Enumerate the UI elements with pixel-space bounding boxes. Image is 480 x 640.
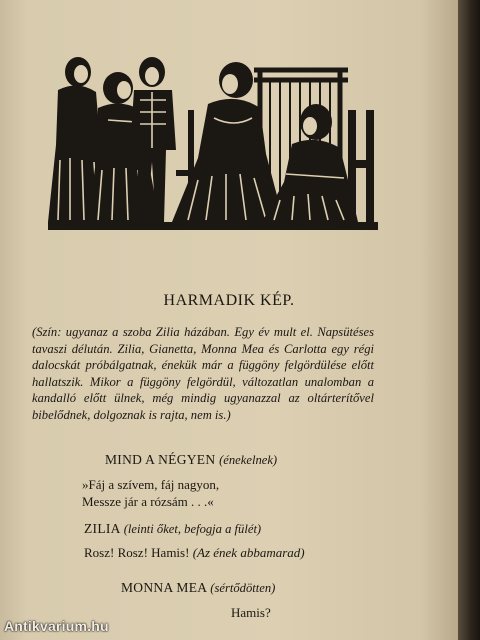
speaker-zilia (84, 521, 261, 537)
zilia-line (84, 545, 305, 561)
watermark-logo: Antikvarium.hu (4, 618, 109, 634)
song-line-1: »Fáj a szívem, fáj nagyon, (82, 477, 220, 492)
speaker-name: ZILIA (84, 521, 120, 536)
speaker-name: MONNA MEA (121, 580, 207, 595)
monna-mea-line: Hamis? (231, 605, 271, 620)
scene-heading: HARMADIK KÉP. (163, 292, 295, 309)
speaker-direction: (sértődötten) (210, 581, 276, 595)
dialogue-direction: (Az ének abbamarad) (192, 545, 305, 560)
speaker-monna-mea (121, 580, 275, 596)
song-line-2: Messze jár a rózsám . . .« (82, 494, 214, 509)
book-spine (458, 0, 480, 640)
dialogue-text: Rosz! Rosz! Hamis! (84, 545, 190, 560)
speaker-direction: (leinti őket, befogja a fülét) (123, 522, 262, 536)
stage-directions: (Szín: ugyanaz a szoba Zilia házában. Egy év mult el. Napsütéses tavaszi délután. Zilia, Gianetta, Monna Mea és Carlotta egy régi dalocskát próbálgatnak, énekük már a függöny felgördülése előtt hallatszik. Mikor a függöny felgördül, változatlan unalomban a kandalló előtt ülnek, még mindig ugyanazzal az oltárterítővel bibelődnek, dolgoznak is rajta, nem is.) (32, 325, 374, 422)
speaker-all-four (105, 452, 277, 468)
woodcut-illustration (48, 50, 378, 232)
speaker-name: MIND A NÉGYEN (105, 452, 216, 467)
speaker-direction: (énekelnek) (219, 453, 278, 467)
